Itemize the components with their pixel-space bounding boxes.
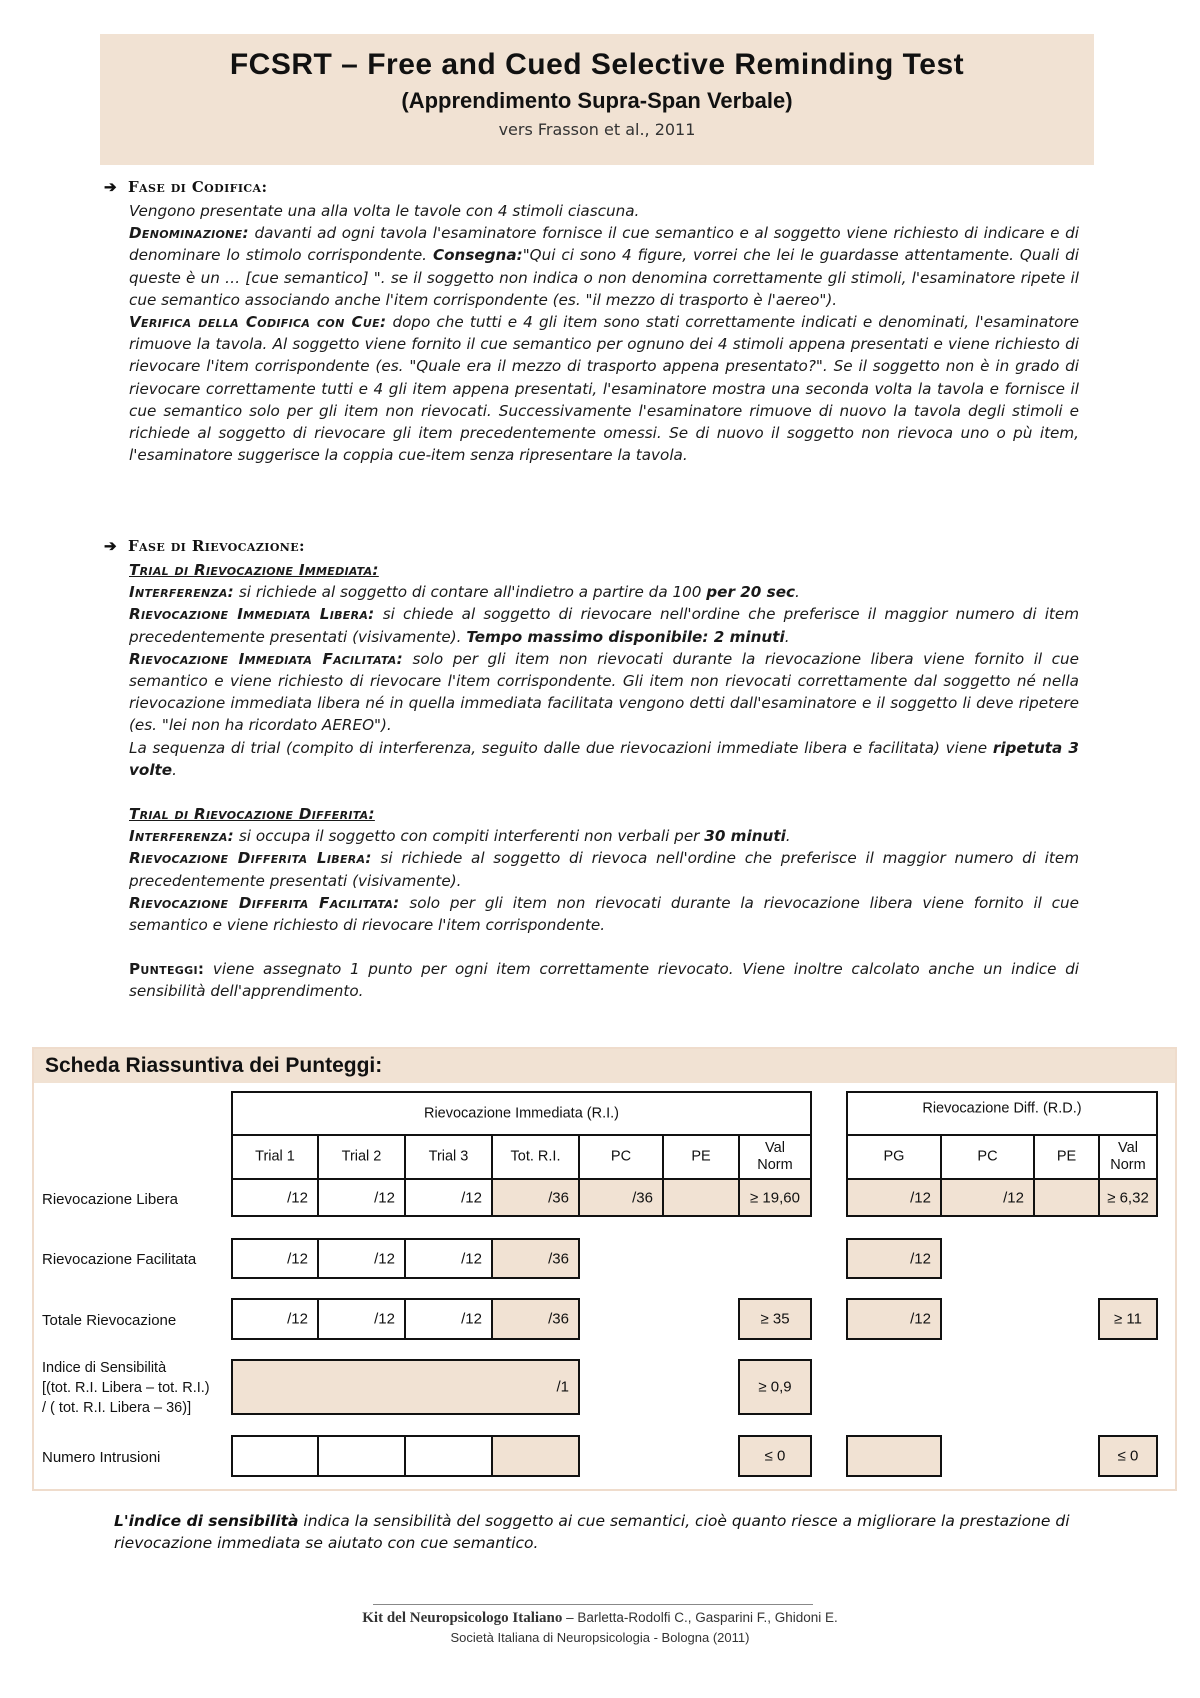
cell-totale-tot[interactable] bbox=[491, 1298, 580, 1340]
interferenza2-text: si occupa il soggetto con compiti interferenti non verbali per bbox=[234, 827, 705, 846]
interferenza-text: si richiede al soggetto di contare all'indietro a partire da 100 bbox=[234, 583, 707, 602]
cell-facilitata-tot[interactable] bbox=[491, 1238, 580, 1279]
row-label-facilitata: Rievocazione Facilitata bbox=[42, 1251, 197, 1268]
rdf-text: solo per gli item non rievocati durante la rievocazione libera viene fornito il cue semantico e viene richiesto di rievocare l'item corrispondente. bbox=[129, 893, 1079, 935]
ril-label: Rievocazione Immediata Libera: bbox=[129, 605, 375, 624]
cell-libera-trial1[interactable] bbox=[231, 1178, 319, 1217]
cell-libera-pe[interactable] bbox=[662, 1178, 740, 1217]
cell-intrusioni-trial1[interactable] bbox=[231, 1435, 319, 1477]
cell-intrusioni-tot[interactable] bbox=[491, 1435, 580, 1477]
cell-totale-pg-rd[interactable] bbox=[846, 1298, 942, 1340]
footer-authors: – Barletta-Rodolfi C., Gasparini F., Ghidoni E. bbox=[562, 1610, 838, 1625]
ril-bold: Tempo massimo disponibile: 2 minuti bbox=[466, 627, 785, 646]
cell-value: /36 bbox=[548, 1189, 569, 1206]
cell-value: /12 bbox=[374, 1250, 395, 1267]
cell-libera-trial3[interactable] bbox=[404, 1178, 493, 1217]
interferenza-bold: per 20 sec bbox=[706, 583, 795, 602]
col-header-text: PC bbox=[610, 1148, 632, 1165]
verifica-text: dopo che tutti e 4 gli item sono stati correttamente indicati e denominati, l'esaminatore rimuove la tavola. Al soggetto viene fornito il cue semantico per ognuno dei 4 stimoli appena presentati e viene richiesto di rievocare l'item corrispondente (es. "Quale era il mezzo di trasporto appena presentato?". Se il soggetto non è in grado di rievocare correttamente tutti e 4 gli item appena presentati, l'esaminatore mostra una seconda volta la tavola e fornisce il cue semantico solo per gli item non rievocati. Successivamente l'esaminatore rimuove di nuovo la tavola degli stimoli e richiede al soggetto di rievocare gli item precedentemente omessi. Se di nuovo il soggetto non rievoca uno o pù item, l'esaminatore suggerisce la coppia cue-item senza ripresentare la tavola. bbox=[129, 313, 1079, 465]
footer-divider bbox=[373, 1604, 813, 1605]
interferenza-label: Interferenza: bbox=[129, 583, 235, 602]
title-box bbox=[100, 34, 1094, 165]
cell-libera-tot[interactable] bbox=[491, 1178, 580, 1217]
cell-value: ≤ 0 bbox=[1117, 1447, 1139, 1465]
col-header-valnorm-ri bbox=[738, 1134, 812, 1180]
note-bold: L'indice di sensibilità bbox=[114, 1512, 299, 1530]
cell-value: /12 bbox=[374, 1310, 395, 1328]
codifica-intro: Vengono presentate una alla volta le tavole con 4 stimoli ciascuna. bbox=[129, 202, 640, 220]
cell-intrusioni-norm bbox=[738, 1435, 812, 1477]
interferenza2-label: Interferenza: bbox=[129, 827, 235, 846]
group-header-ri-text: Rievocazione Immediata (R.I.) bbox=[423, 1105, 619, 1121]
footer-kit: Kit del Neuropsicologo Italiano bbox=[362, 1610, 563, 1626]
rdl-label: Rievocazione Differita Libera: bbox=[129, 849, 372, 868]
col-header-pg bbox=[846, 1134, 942, 1180]
rievocazione-text: Trial di Rievocazione Immediata: Interferenza: si richiede al soggetto di contare all'indietro a partire da 100 per 20 sec. Rievocazione Immediata Libera: si chiede al soggetto di rievocare nell'ordine che preferisce il maggior numero di item precedentemente presentati (visivamente). Tempo massimo disponibile: 2 minuti. Rievocazione Immediata Facilitata: solo per gli item non rievocati durante la rievocazione libera viene fornito il cue semantico e viene richiesto di rievocare l'item corrispondente. Gli item non rievocati correttamente dal soggetto né nella rievocazione immediata libera né in quella immediata facilitata vengono detti dall'esaminatore e il soggetto li deve ripetere (es. "lei non ha ricordato AEREO"). La sequenza di trial (compito di interferenza, seguito dalle due rievocazioni immediate libera e facilitata) viene ripetuta 3 volte. Trial di Rievocazione Differita: Interferenza: si occupa il soggetto con compiti interferenti non verbali per 30 minuti. Rievocazione Differita Libera: si richiede al soggetto di rievoca nell'ordine che preferisce il maggior numero di item precedentemente presentati (visivamente). Rievocazione Differita Facilitata: solo per gli item non rievocati durante la rievocazione libera viene fornito il cue semantico e viene richiesto di rievocare l'item corrispondente. Punteggi: viene assegnato 1 punto per ogni item correttamente rievocato. Viene inoltre calcolato anche un indice di sensibilità dell'apprendimento. bbox=[129, 561, 1080, 1001]
sheet-title: Scheda Riassuntiva dei Punteggi: bbox=[45, 1054, 383, 1077]
cell-value: ≥ 6,32 bbox=[1107, 1189, 1149, 1206]
denominazione-paragraph bbox=[129, 222, 1079, 311]
group-header-ri bbox=[231, 1091, 812, 1136]
cell-facilitata-trial3[interactable] bbox=[404, 1238, 493, 1279]
cell-value: /12 bbox=[461, 1189, 482, 1206]
cell-value: /12 bbox=[910, 1310, 931, 1328]
heading-text: Fase di Codifica: bbox=[128, 178, 268, 196]
cell-value: /12 bbox=[910, 1189, 931, 1206]
col-header-pc bbox=[578, 1134, 664, 1180]
verifica-paragraph bbox=[129, 311, 1079, 466]
cell-intrusioni-pg-rd[interactable] bbox=[846, 1435, 942, 1477]
col-header-pc-rd bbox=[940, 1134, 1035, 1180]
page-subtitle: (Apprendimento Supra-Span Verbale) bbox=[401, 88, 793, 113]
cell-value: /36 bbox=[548, 1310, 569, 1328]
punteggi-label: Punteggi: bbox=[129, 960, 205, 979]
col-header-text: Trial 1 bbox=[255, 1148, 295, 1165]
cell-libera-norm-rd bbox=[1098, 1178, 1158, 1217]
cell-totale-trial2[interactable] bbox=[317, 1298, 406, 1340]
footer-credits bbox=[0, 1610, 1200, 1627]
cell-intrusioni-trial3[interactable] bbox=[404, 1435, 493, 1477]
rif-text: solo per gli item non rievocati durante la rievocazione libera viene fornito il cue semantico e viene richiesto di rievocare l'item corrispondente. Gli item non rievocati correttamente dal soggetto né nella rievocazione immediata libera né in quella immediata facilitata vengono detti dall'esaminatore e il soggetto li deve ripetere (es. "lei non ha ricordato AEREO"). bbox=[129, 649, 1079, 735]
interferenza2-bold: 30 minuti bbox=[704, 827, 786, 846]
cell-libera-pc[interactable] bbox=[578, 1178, 664, 1217]
cell-value: ≥ 19,60 bbox=[750, 1189, 800, 1206]
cell-facilitata-trial1[interactable] bbox=[231, 1238, 319, 1279]
col-header-pe-rd bbox=[1033, 1134, 1100, 1180]
row-label-indice bbox=[42, 1358, 210, 1418]
col-header-text: Val Norm bbox=[757, 1140, 793, 1173]
sensitivity-note bbox=[114, 1510, 1079, 1554]
cell-facilitata-pg-rd[interactable] bbox=[846, 1238, 942, 1279]
col-header-valnorm-rd bbox=[1098, 1134, 1158, 1180]
cell-value: /36 bbox=[632, 1189, 653, 1206]
cell-intrusioni-norm-rd bbox=[1098, 1435, 1158, 1477]
cell-value: ≥ 35 bbox=[760, 1310, 790, 1328]
col-header-text: Val Norm bbox=[1110, 1140, 1146, 1173]
col-header-text: PC bbox=[977, 1148, 998, 1165]
col-header-trial2 bbox=[317, 1134, 406, 1180]
cell-value: /12 bbox=[287, 1189, 308, 1206]
page-title: FCSRT – Free and Cued Selective Reminding Test bbox=[229, 48, 965, 81]
cell-libera-pc-rd[interactable] bbox=[940, 1178, 1035, 1217]
footer-society: Società Italiana di Neuropsicologia - Bologna (2011) bbox=[450, 1630, 750, 1645]
denominazione-label: Denominazione: bbox=[129, 224, 249, 243]
ril-text: si chiede al soggetto di rievocare nell'ordine che preferisce il maggior numero di item precedentemente presentati (visivamente). bbox=[129, 605, 1080, 646]
rdf-label: Rievocazione Differita Facilitata: bbox=[129, 893, 400, 912]
heading-text: Fase di Rievocazione: bbox=[128, 537, 305, 555]
cell-totale-norm bbox=[738, 1298, 812, 1340]
cell-intrusioni-trial2[interactable] bbox=[317, 1435, 406, 1477]
cell-indice-norm bbox=[738, 1359, 812, 1415]
sequenza-text: La sequenza di trial (compito di interferenza, seguito dalle due rievocazioni immediate libera e facilitata) viene bbox=[129, 738, 993, 757]
consegna-label: Consegna: bbox=[432, 246, 523, 265]
col-header-text: PG bbox=[883, 1148, 905, 1165]
cell-value: /12 bbox=[374, 1189, 395, 1206]
cell-value: /12 bbox=[461, 1310, 482, 1328]
cell-value: /12 bbox=[287, 1310, 308, 1328]
col-header-text: PE bbox=[691, 1148, 711, 1165]
indice-label-line2: [(tot. R.I. Libera – tot. R.I.) bbox=[42, 1380, 210, 1396]
rdl-text: si richiede al soggetto di rievoca nell'ordine che preferisce il maggior numero di item precedentemente presentati (visivamente). bbox=[129, 849, 1079, 890]
group-header-rd bbox=[846, 1091, 1158, 1136]
cell-value: /1 bbox=[556, 1378, 569, 1396]
cell-value: /36 bbox=[548, 1250, 569, 1267]
cell-value: /12 bbox=[1003, 1189, 1024, 1206]
col-header-trial3 bbox=[404, 1134, 493, 1180]
consegna-text: "Qui ci sono 4 figure, vorrei che lei le guardasse attentamente. Quali di queste è un … [cue semantico] ". se il soggetto non indica o non denomina correttamente gli stimoli, l'esaminatore ripete il cue semantico associando anche l'item corrispondente (es. "il mezzo di trasporto è l'aereo"). bbox=[129, 246, 1079, 309]
rif-label: Rievocazione Immediata Facilitata: bbox=[129, 649, 403, 668]
cell-libera-pg-rd[interactable] bbox=[846, 1178, 942, 1217]
cell-facilitata-trial2[interactable] bbox=[317, 1238, 406, 1279]
col-header-text: Trial 3 bbox=[428, 1148, 469, 1165]
cell-libera-pe-rd[interactable] bbox=[1033, 1178, 1100, 1217]
cell-indice-value[interactable] bbox=[231, 1359, 580, 1415]
col-header-tot-ri bbox=[491, 1134, 580, 1180]
row-label-libera: Rievocazione Libera bbox=[42, 1191, 178, 1208]
cell-value: /12 bbox=[287, 1250, 308, 1267]
row-label-totale: Totale Rievocazione bbox=[42, 1312, 177, 1329]
cell-value: /12 bbox=[910, 1250, 931, 1267]
trial-differita-heading: Trial di Rievocazione Differita: bbox=[129, 805, 375, 824]
cell-libera-norm bbox=[738, 1178, 812, 1217]
cell-totale-trial1[interactable] bbox=[231, 1298, 319, 1340]
codifica-text bbox=[129, 200, 1079, 466]
denominazione-text: davanti ad ogni tavola l'esaminatore fornisce il cue semantico e al soggetto viene richiesto di indicare e di denominare lo stimolo corrispondente. bbox=[129, 224, 1079, 265]
col-header-trial1 bbox=[231, 1134, 319, 1180]
section-rievocazione-heading bbox=[104, 537, 305, 555]
cell-totale-norm-rd bbox=[1098, 1298, 1158, 1340]
col-header-text: PE bbox=[1056, 1148, 1077, 1165]
row-label-intrusioni: Numero Intrusioni bbox=[42, 1449, 161, 1466]
reference-text: vers Frasson et al., 2011 bbox=[498, 120, 696, 139]
cell-value: ≥ 0,9 bbox=[758, 1378, 792, 1396]
indice-label-line3: / ( tot. R.I. Libera – 36)] bbox=[42, 1400, 192, 1416]
indice-label-line1: Indice di Sensibilità bbox=[42, 1360, 167, 1376]
verifica-label: Verifica della Codifica con Cue: bbox=[129, 313, 387, 332]
cell-value: /12 bbox=[461, 1250, 482, 1267]
note-text: indica la sensibilità del soggetto ai cue semantici, cioè quanto riesce a migliorare la prestazione di rievocazione immediata se aiutato con cue semantico. bbox=[114, 1512, 1070, 1552]
cell-totale-trial3[interactable] bbox=[404, 1298, 493, 1340]
trial-immediata-heading: Trial di Rievocazione Immediata: bbox=[129, 561, 379, 579]
cell-value: ≥ 11 bbox=[1114, 1310, 1142, 1328]
arrow-right-icon: ➔ bbox=[104, 537, 117, 555]
col-header-text: Tot. R.I. bbox=[510, 1148, 561, 1165]
cell-libera-trial2[interactable] bbox=[317, 1178, 406, 1217]
arrow-right-icon: ➔ bbox=[104, 178, 117, 196]
sequenza-bold: ripetuta 3 volte bbox=[129, 738, 1079, 779]
cell-value: ≤ 0 bbox=[764, 1447, 786, 1465]
col-header-pe bbox=[662, 1134, 740, 1180]
group-header-rd-text: Rievocazione Diff. (R.D.) bbox=[922, 1100, 1082, 1117]
col-header-text: Trial 2 bbox=[341, 1148, 382, 1165]
section-codifica-heading bbox=[104, 178, 267, 196]
punteggi-text: viene assegnato 1 punto per ogni item correttamente rievocato. Viene inoltre calcolato anche un indice di sensibilità dell'apprendimento. bbox=[129, 960, 1079, 1001]
